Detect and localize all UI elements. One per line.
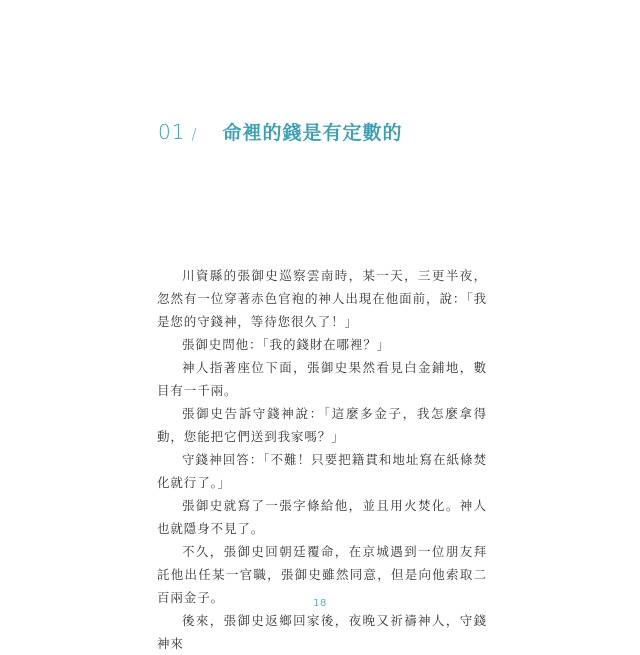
paragraph: 川資縣的張御史巡察雲南時，某一天，三更半夜，忽然有一位穿著赤色官袍的神人出現在他面前，說：「我是您的守錢神，等待您很久了！」: [157, 268, 487, 329]
page-number: 18: [313, 598, 327, 609]
chapter-title: 命裡的錢是有定數的: [222, 122, 403, 144]
paragraph: 後來，張御史返鄉回家後，夜晚又祈禱神人，守錢神來: [157, 613, 487, 651]
body-text: [157, 264, 487, 655]
chapter-heading: [158, 118, 403, 150]
paragraph: 守錢神回答：「不難！只要把籍貫和地址寫在紙條焚化就行了。」: [157, 452, 487, 490]
paragraph: 張御史問他：「我的錢財在哪裡？」: [182, 337, 391, 352]
paragraph: 張御史就寫了一張字條給他，並且用火焚化。神人也就隱身不見了。: [157, 498, 487, 536]
paragraph: 不久，張御史回朝廷覆命，在京城遇到一位朋友拜託他出任某一官職，張御史雖然同意，但是向他索取二百兩金子。: [157, 544, 487, 605]
paragraph: 神人指著座位下面，張御史果然看見白金鋪地，數目有一千兩。: [157, 360, 487, 398]
paragraph: 張御史告訴守錢神說：「這麼多金子，我怎麼拿得動，您能把它們送到我家嗎？」: [157, 406, 487, 444]
chapter-number: 01: [158, 120, 186, 144]
chapter-separator: /: [191, 125, 197, 143]
